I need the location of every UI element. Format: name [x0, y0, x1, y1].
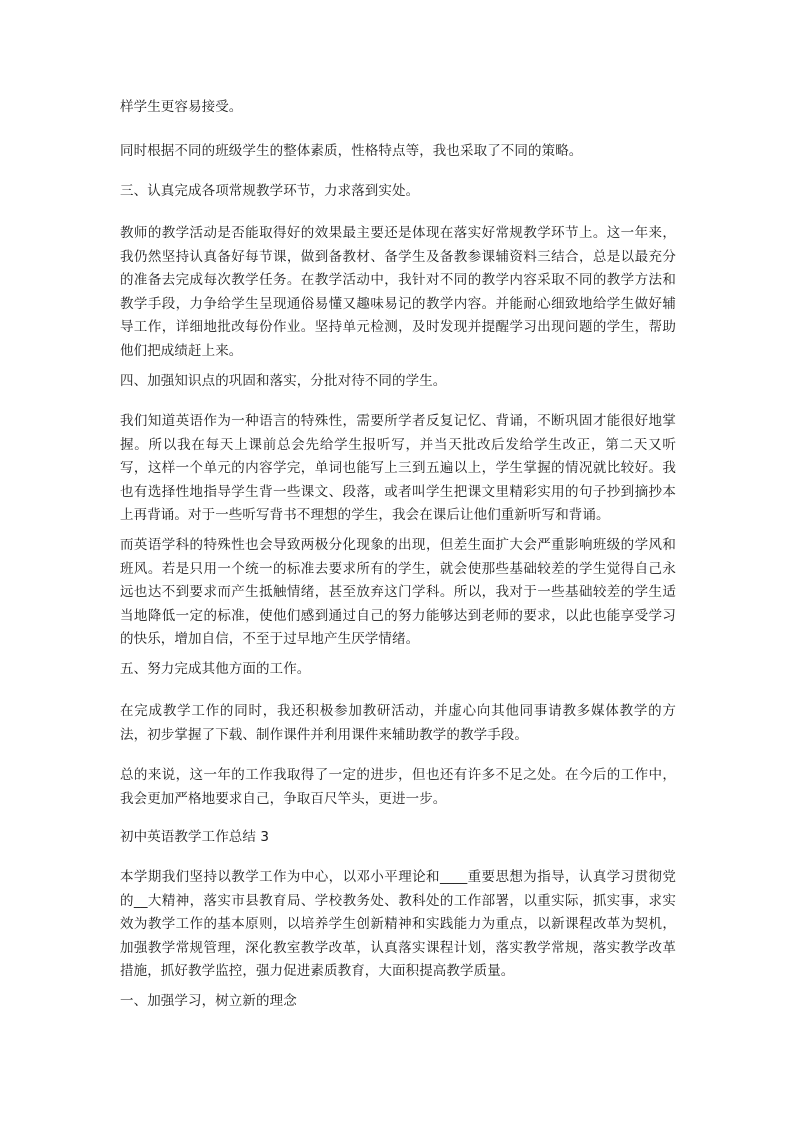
paragraph-language-practice: 我们知道英语作为一种语言的特殊性，需要所学者反复记忆、背诵，不断巩固才能很好地掌握。所以我在每天上课前总会先给学生报听写，并当天批改后发给学生改正，第二天又听写，这样一个单元的内容学完，单词也能写上三到五遍以上，学生掌握的情况就比较好。我也有选择性地指导学生背一些课文、段落，或者叫学生把课文里精彩实用的句子抄到摘抄本上再背诵。对于一些听写背书不理想的学生，我会在课后让他们重新听写和背诵。	[120, 413, 676, 523]
section-heading-1: 一、加强学习，树立新的理念	[120, 993, 297, 1009]
paragraph-continuation: 样学生更容易接受。	[120, 99, 243, 115]
document-subtitle: 初中英语教学工作总结 3	[120, 829, 270, 845]
paragraph-conclusion: 总的来说，这一年的工作我取得了一定的进步，但也还有许多不足之处。在今后的工作中，我会更加严格地要求自己，争取百尺竿头，更进一步。	[120, 767, 676, 807]
section-heading-3: 三、认真完成各项常规教学环节，力求落到实处。	[120, 183, 420, 199]
section-heading-4: 四、加强知识点的巩固和落实，分批对待不同的学生。	[120, 373, 447, 389]
paragraph-strategy: 同时根据不同的班级学生的整体素质，性格特点等，我也采取了不同的策略。	[120, 143, 583, 159]
paragraph-routine-teaching: 教师的教学活动是否能取得好的效果最主要还是体现在落实好常规教学环节上。这一年来，我仍然坚持认真备好每节课，做到备教材、备学生及备教参课辅资料三结合，总是以最充分的准备去完成每次教学任务。在教学活动中，我针对不同的教学内容采取不同的教学方法和教学手段，力争给学生呈现通俗易懂又趣味易记的教学内容。并能耐心细致地给学生做好辅导工作，详细地批改每份作业。坚持单元检测，及时发现并提醒学习出现问题的学生，帮助他们把成绩赶上来。	[120, 225, 676, 359]
paragraph-weak-students: 而英语学科的特殊性也会导致两极分化现象的出现，但差生面扩大会严重影响班级的学风和班风。若是只用一个统一的标准去要求所有的学生，就会使那些基础较差的学生觉得自己永远也达不到要求而产生抵触情绪，甚至放弃这门学科。所以，我对于一些基础较差的学生适当地降低一定的标准，使他们感到通过自己的努力能够达到老师的要求，以此也能享受学习的快乐，增加自信，不至于过早地产生厌学情绪。	[120, 537, 676, 647]
paragraph-teaching-research: 在完成教学工作的同时，我还积极参加教研活动，并虚心向其他同事请教多媒体教学的方法，初步掌握了下载、制作课件并利用课件来辅助教学的教学手段。	[120, 703, 676, 743]
section-heading-5: 五、努力完成其他方面的工作。	[120, 661, 311, 677]
paragraph-semester-overview: 本学期我们坚持以教学工作为中心，以邓小平理论和____重要思想为指导，认真学习贯彻党的__大精神，落实市县教育局、学校教务处、教科处的工作部署，以重实际，抓实事，求实效为教学工作的基本原则，以培养学生创新精神和实践能力为重点，以新课程改革为契机，加强教学常规管理，深化教室教学改革，认真落实课程计划，落实教学常规，落实教学改革措施，抓好教学监控，强力促进素质教育，大面积提高教学质量。	[120, 869, 676, 979]
